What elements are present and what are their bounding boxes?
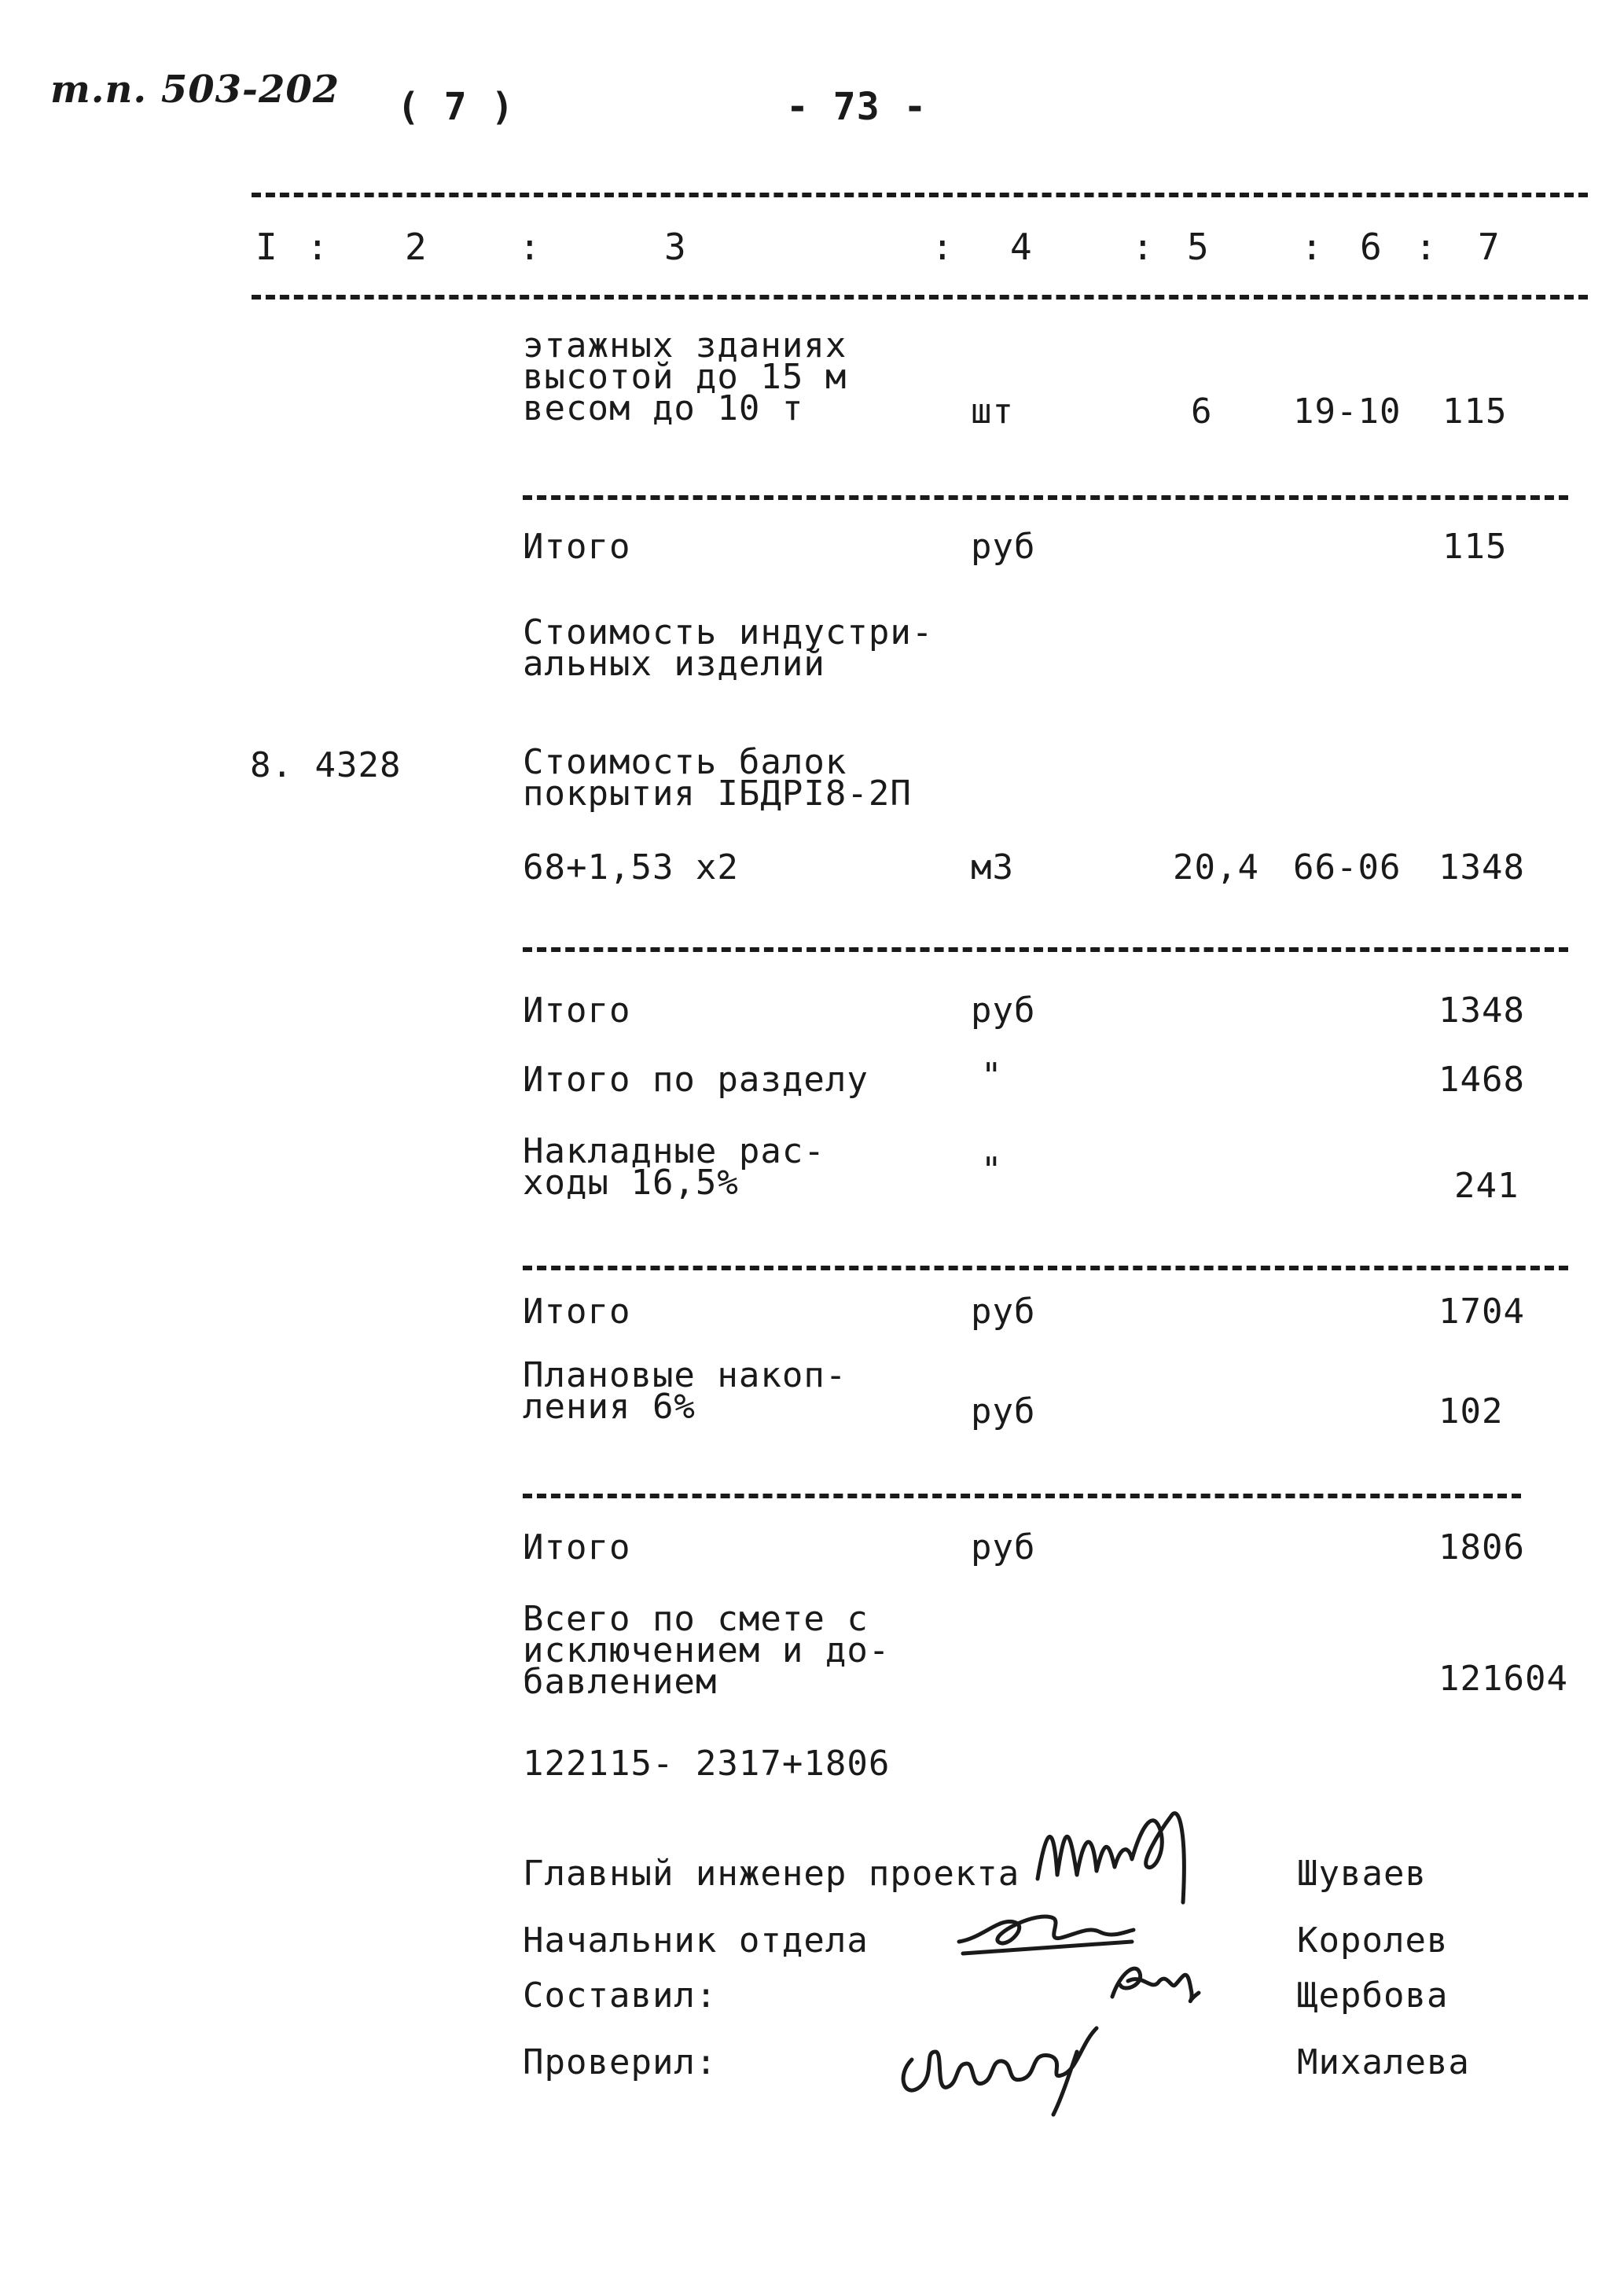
col-separator: :: [1301, 226, 1324, 268]
row-formula: 122115- 2317+1806: [523, 1744, 891, 1784]
row-divider: [523, 495, 1568, 500]
row-total: 1468: [1438, 1060, 1525, 1100]
row-total: 241: [1454, 1166, 1519, 1206]
header-rule-top: [252, 193, 1588, 197]
header-rule-bottom: [252, 295, 1588, 300]
page-number: - 73 -: [786, 85, 928, 129]
row-description: Стоимость балок покрытия IБДРI8-2П: [523, 742, 912, 814]
col-separator: :: [931, 226, 954, 268]
row-total: 1348: [1438, 990, 1525, 1031]
row-unit-price: 19-10: [1293, 391, 1402, 432]
signature-name: Королев: [1297, 1920, 1449, 1961]
row-description: этажных зданиях высотой до 15 м весом до 10 т: [523, 325, 847, 428]
row-unit: шт: [971, 391, 1014, 432]
row-description: Стоимость индустри- альных изделий: [523, 612, 934, 684]
signature-name: Щербова: [1297, 1975, 1449, 2016]
signature-name: Шуваев: [1297, 1854, 1427, 1894]
row-divider: [523, 1266, 1568, 1270]
col-3-header: 3: [664, 226, 687, 268]
row-unit: руб: [971, 1292, 1036, 1332]
row-description: Итого: [523, 1292, 631, 1332]
row-unit: ": [981, 1056, 1003, 1096]
signature-role: Главный инженер проекта: [523, 1854, 1020, 1894]
col-4-header: 4: [1010, 226, 1033, 268]
row-total: 1806: [1438, 1527, 1525, 1568]
row-description: Итого: [523, 990, 631, 1031]
signature-name: Михалева: [1297, 2042, 1470, 2082]
row-description: Плановые накоп- ления 6%: [523, 1355, 847, 1427]
doc-code: т.п. 503-202: [50, 68, 340, 112]
signature-role: Проверил:: [523, 2042, 718, 2082]
row-total: 1348: [1438, 847, 1525, 888]
handwritten-signature-checker: [880, 1997, 1132, 2122]
row-quantity: 20,4: [1173, 847, 1259, 888]
row-total: 115: [1442, 527, 1508, 567]
col-separator: :: [307, 226, 329, 268]
col-6-header: 6: [1360, 226, 1383, 268]
row-total: 102: [1438, 1391, 1504, 1432]
row-total: 115: [1442, 391, 1508, 432]
row-description: Итого: [523, 527, 631, 567]
col-separator: :: [1132, 226, 1155, 268]
row-unit: руб: [971, 990, 1036, 1031]
row-unit: руб: [971, 527, 1036, 567]
row-unit-price: 66-06: [1293, 847, 1402, 888]
col-separator: :: [1415, 226, 1438, 268]
row-total: 1704: [1438, 1292, 1525, 1332]
row-unit: м3: [971, 847, 1014, 888]
row-total: 121604: [1438, 1659, 1568, 1699]
col-2-header: 2: [405, 226, 428, 268]
row-description: Итого по разделу: [523, 1060, 869, 1100]
row-description: Всего по смете с исключением и до- бавлением: [523, 1599, 891, 1702]
row-quantity: 6: [1191, 391, 1213, 432]
row-description: 68+1,53 х2: [523, 847, 739, 888]
signature-role: Начальник отдела: [523, 1920, 869, 1961]
row-divider: [523, 947, 1568, 952]
row-unit: ": [981, 1150, 1003, 1190]
row-description: Итого: [523, 1527, 631, 1568]
col-5-header: 5: [1187, 226, 1210, 268]
handwritten-signature-chief-engineer: [1022, 1784, 1242, 1910]
signature-role: Составил:: [523, 1975, 718, 2016]
row-divider: [523, 1494, 1521, 1498]
row-unit: руб: [971, 1391, 1036, 1432]
col-7-header: 7: [1478, 226, 1501, 268]
col-1-header: I: [255, 226, 278, 268]
row-code: 8. 4328: [250, 745, 402, 785]
col-separator: :: [519, 226, 542, 268]
row-description: Накладные рас- ходы 16,5%: [523, 1131, 825, 1203]
part-number: ( 7 ): [397, 85, 515, 129]
row-unit: руб: [971, 1527, 1036, 1568]
